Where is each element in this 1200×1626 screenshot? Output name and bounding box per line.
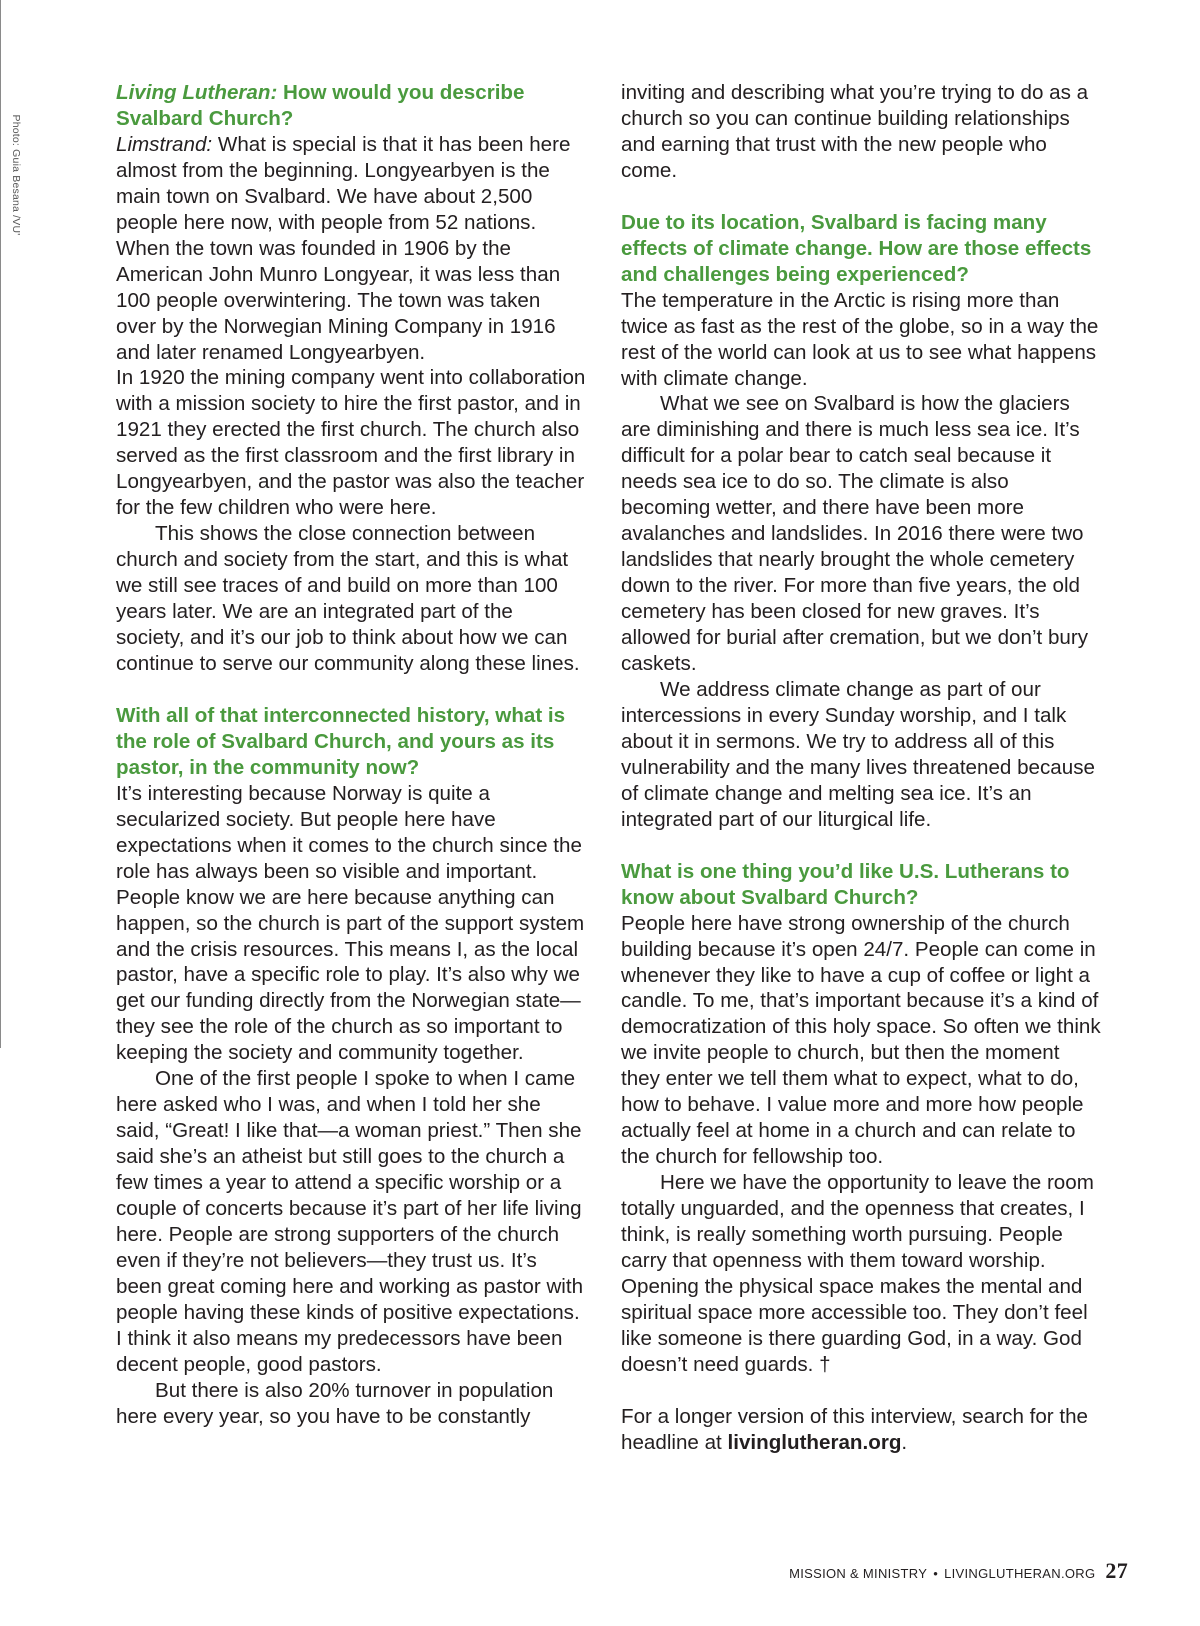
answer-paragraph (621, 1170, 1101, 1378)
answer-paragraph: inviting and describing what you’re trying to do as a church so you can continue building relationships and earning that trust with the new people who come. (621, 81, 1089, 182)
website-link[interactable]: livinglutheran.org (727, 1430, 902, 1454)
answer-paragraph: The temperature in the Arctic is rising more than twice as fast as the rest of the globe, so in a way the rest of the world can look at us to see what happens with climate change. (621, 288, 1099, 390)
answer-paragraph: One of the first people I spoke to when I came here asked who I was, and when I told her she said, “Great! I like that—a woman priest.” Then she said she’s an atheist but still goes to the church a few times a year to attend a specific worship or a couple of concerts because it’s part of her life living here. People are strong supporters of the church even if they’re not believers—they trust us. It’s been great coming here and working as pastor with people having these kinds of positive expectations. I think it also means my predecessors have been decent people, good pastors. (116, 1067, 584, 1376)
publication-name: Living Lutheran: (116, 81, 278, 104)
left-column (116, 80, 586, 1430)
more-info-note (621, 1404, 1101, 1456)
answer-paragraph: What we see on Svalbard is how the glaciers are diminishing and there is much less sea ice. It’s difficult for a polar bear to catch seal because it needs sea ice to do so. The climate is also becoming wetter, and there have been more avalanches and landslides. In 2016 there were two landslides that nearly brought the whole cemetery down to the river. For more than five years, the old cemetery has been closed for new graves. It’s allowed for burial after cremation, but we don’t bury caskets. (621, 392, 1089, 676)
answer-paragraph: This shows the close connection between church and society from the start, and this is what we still see traces of and build on more than 100 years later. We are an integrated part of the society, and it’s our job to think about how we can continue to serve our community along these lines. (116, 522, 580, 675)
footer-section: MISSION & MINISTRY (789, 1566, 928, 1581)
page-footer (789, 1558, 1128, 1584)
more-info-period: . (901, 1430, 908, 1454)
question-role-of-church: With all of that interconnected history, what is the role of Svalbard Church, and yours as its pastor, in the community now? (116, 703, 566, 779)
answer-paragraph: In 1920 the mining company went into collaboration with a mission society to hire the first pastor, and in 1921 they erected the first church. The church also served as the first classroom and the first library in Longyearbyen, and the pastor was also the teacher for the few children who were here. (116, 366, 586, 520)
answer-paragraph: But there is also 20% turnover in population here every year, so you have to be constantly (116, 1378, 554, 1428)
question-describe-church (116, 80, 586, 132)
answer-paragraph: It’s interesting because Norway is quite a secularized society. But people here have expectations when it comes to the church since the role has always been so visible and important. People know we are here because anything can happen, so the church is part of the support system and the crisis resources. This means I, as the local pastor, have a specific role to play. It’s also why we get our funding directly from the Norwegian state—they see the role of the church as so important to keeping the society and community together. (116, 781, 585, 1065)
margin-rule (0, 0, 1, 1048)
cross-end-mark-icon: † (813, 1352, 831, 1376)
footer-site: LIVINGLUTHERAN.ORG (944, 1566, 1096, 1581)
right-column (621, 80, 1101, 1456)
question-text: How would you describe Svalbard Church? (116, 81, 525, 130)
page-number: 27 (1105, 1558, 1128, 1583)
answer-text: What is special is that it has been here almost from the beginning. Longyearbyen is the main town on Svalbard. We have about 2,500 people here now, with people from 52 nations. When the town was founded in 1906 by the American John Munro Longyear, it was less than 100 people overwintering. The town was taken over by the Norwegian Mining Company in 1916 and later renamed Longyearbyen. (116, 132, 571, 364)
answer-paragraph (116, 132, 586, 366)
answer-paragraph: People here have strong ownership of the church building because it’s open 24/7. People can come in whenever they like to have a cup of coffee or light a candle. To me, that’s important because it’s a kind of democratization of this holy space. So often we think we invite people to church, but then the moment they enter we tell them what to expect, what to do, how to behave. I value more and more how people actually feel at home in a church and can relate to the church for fellowship too. (621, 911, 1101, 1169)
question-climate-change: Due to its location, Svalbard is facing many effects of climate change. How are those effects and challenges being experienced? (621, 210, 1092, 286)
more-info-text: For a longer version of this interview, search for the headline at (621, 1404, 1089, 1454)
answer-text: Here we have the opportunity to leave the room totally unguarded, and the openness that creates, I think, is really something worth pursuing. People carry that openness with them toward worship. Opening the physical space makes the mental and spiritual space more accessible too. They don’t feel like someone is there guarding God, in a way. God doesn’t need guards. (621, 1171, 1094, 1376)
footer-separator: • (933, 1566, 939, 1581)
answer-paragraph: We address climate change as part of our intercessions in every Sunday worship, and I talk about it in sermons. We try to address all of this vulnerability and the many lives threatened because of climate change and melting sea ice. It’s an integrated part of our liturgical life. (621, 677, 1095, 831)
speaker-name: Limstrand: (116, 132, 213, 156)
photo-credit: Photo: Guia Besana /VU' (10, 114, 22, 236)
question-us-lutherans: What is one thing you’d like U.S. Lutherans to know about Svalbard Church? (621, 859, 1070, 909)
